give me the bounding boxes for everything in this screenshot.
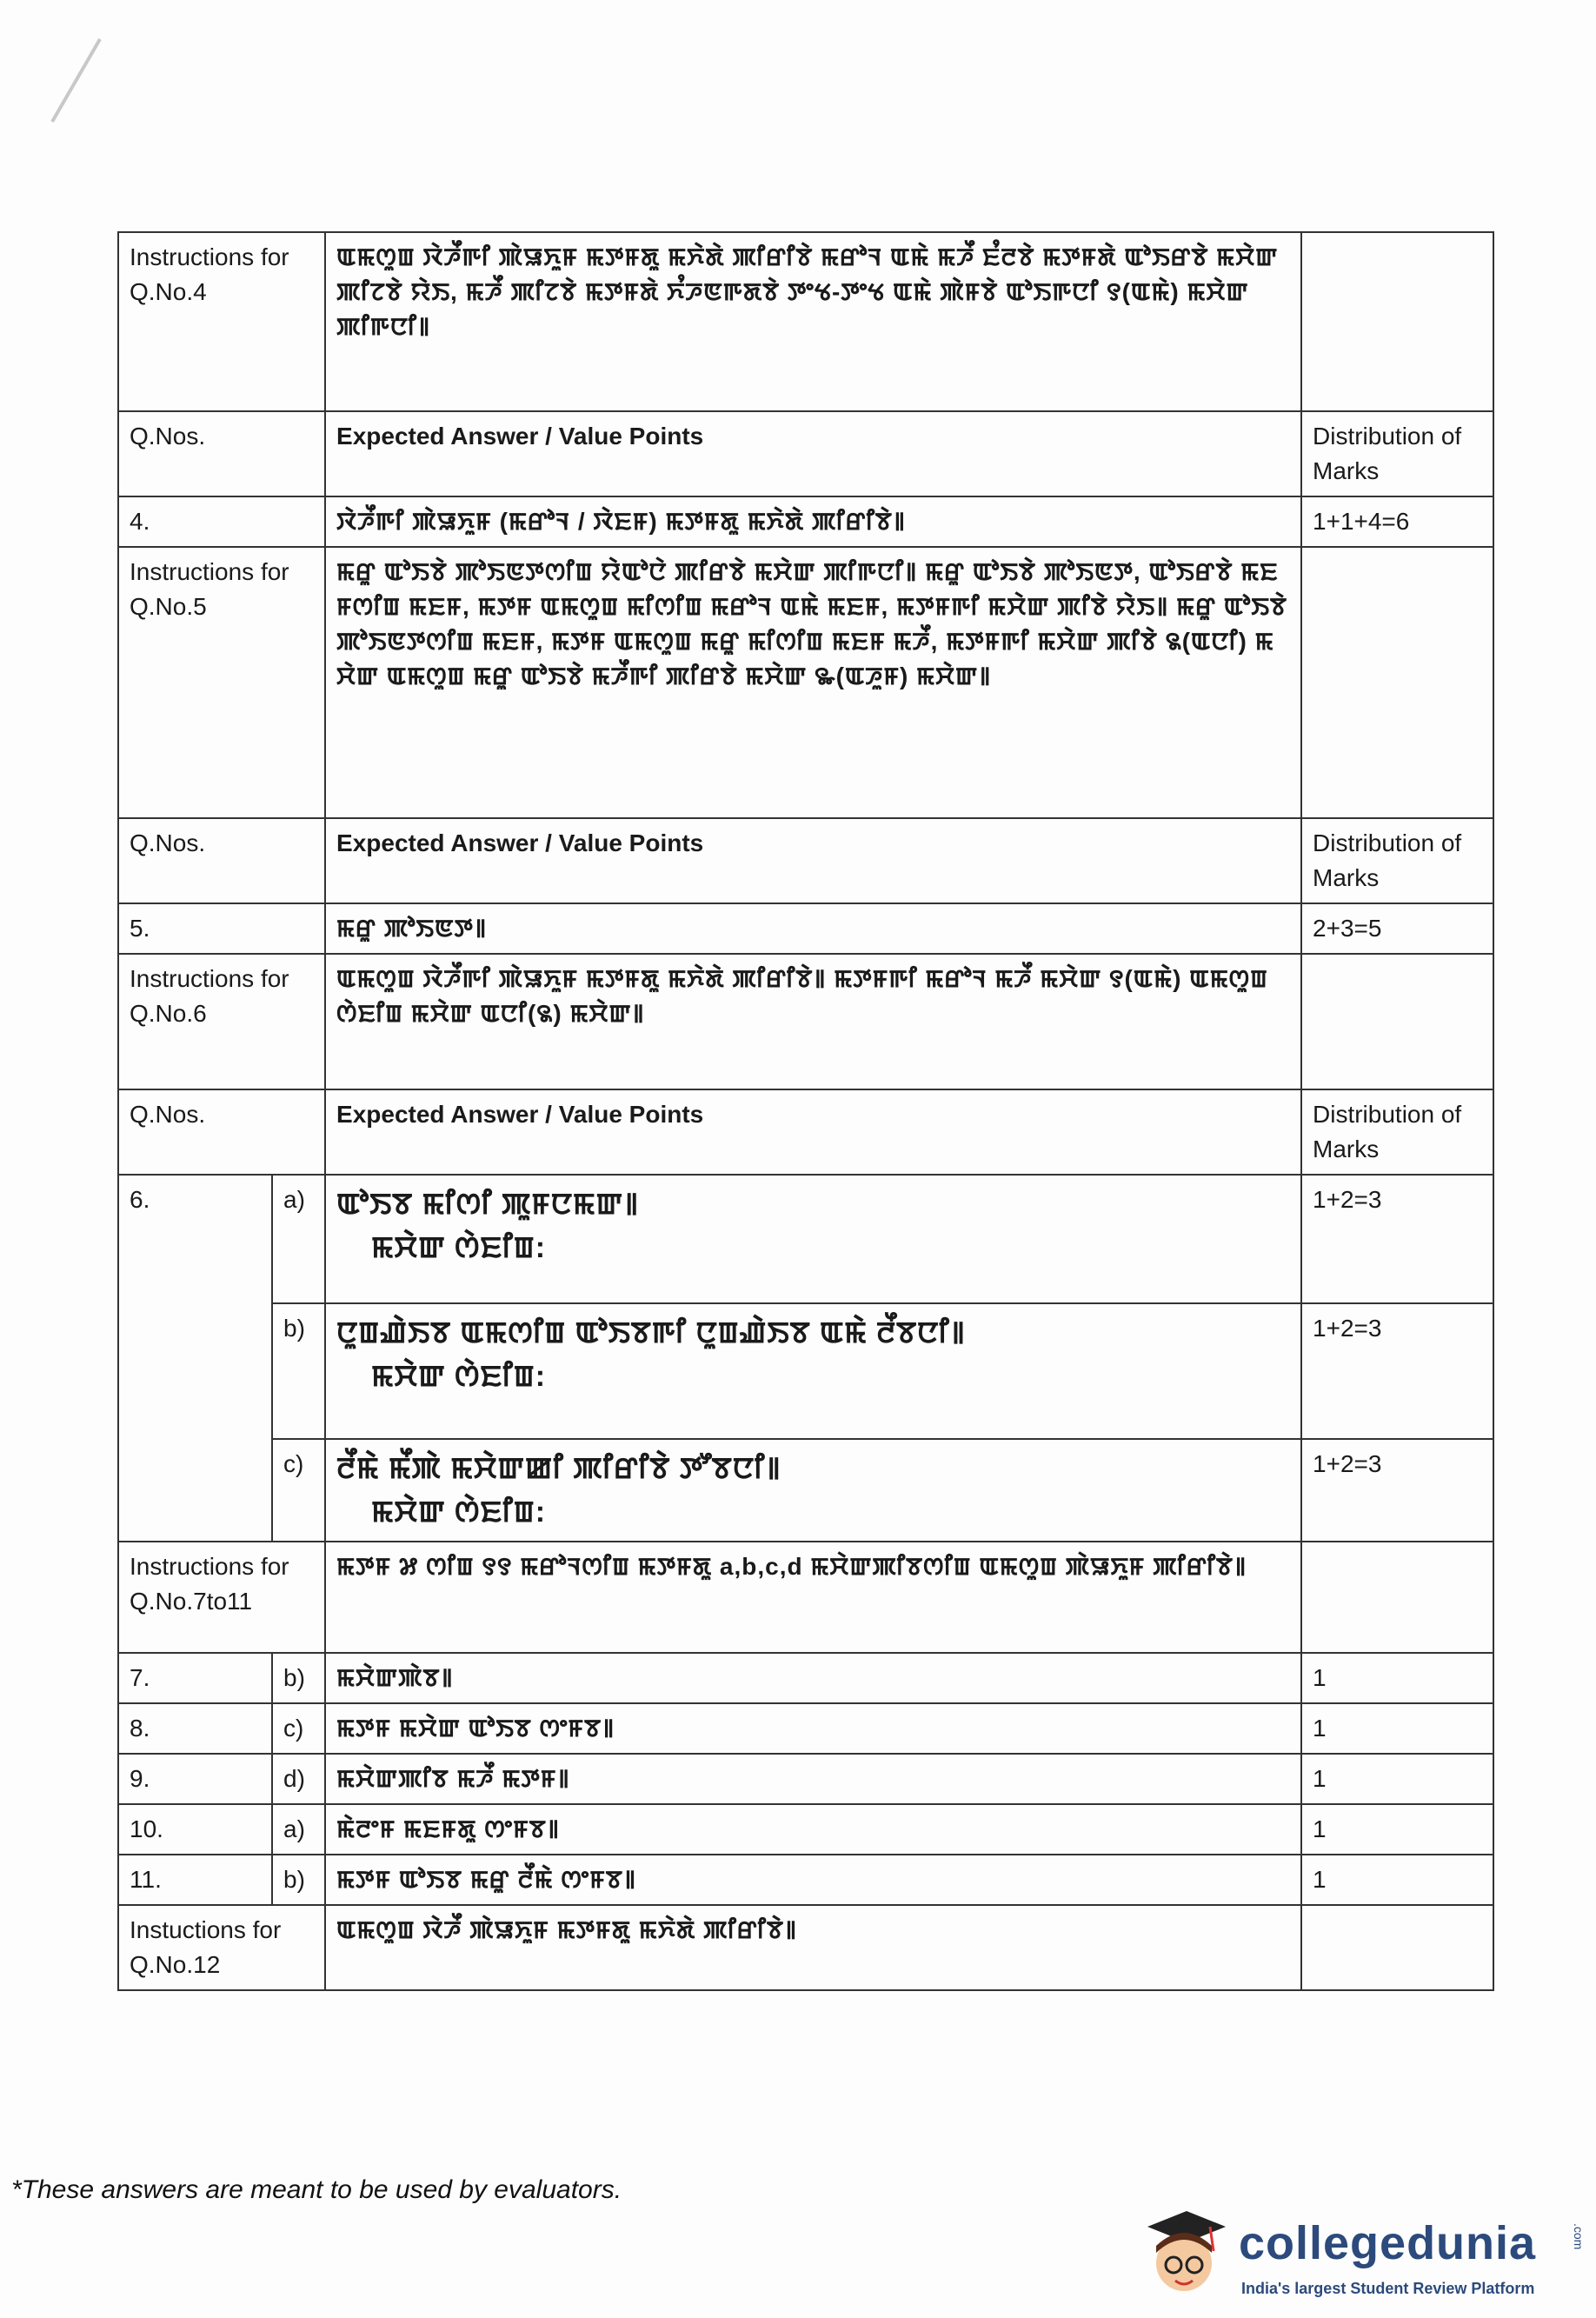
marks: 1+2=3 bbox=[1301, 1439, 1493, 1542]
instructions-label: Instuctions for Q.No.12 bbox=[118, 1905, 325, 1990]
answer-text: ꯂꯩꯃꯥ ꯃꯩꯄꯥ ꯃꯆꯥꯛꯀꯤ ꯄꯤꯔꯤꯕꯥ ꯇꯧꯕꯅꯤ꯫ bbox=[336, 1452, 781, 1485]
option-label: b) bbox=[272, 1653, 325, 1703]
mascot-graduate-icon bbox=[1130, 2201, 1234, 2305]
instructions-text: ꯑꯃꯁꯨꯡ ꯋꯥꯍꯩꯒꯤ ꯄꯥꯎꯈꯨꯝ ꯃꯇꯝꯗꯨ ꯃꯈꯥꯗꯥ ꯄꯤꯔꯤꯕꯥ꯫ ꯃꯇꯝꯒꯤ ꯃꯔꯣꯜ ꯃꯍꯩ ꯃꯆꯥꯛ ꯱(ꯑꯃꯥ) ꯑꯃꯁꯨꯡ ꯁꯥꯐꯤꯡ ꯃꯆꯥꯛ ꯑꯅꯤ(꯲) ꯃꯆꯥꯛ꯫ bbox=[325, 954, 1301, 1089]
instructions-text: ꯃꯔꯨ ꯑꯣꯏꯕꯥ ꯄꯣꯏꯟꯇꯁꯤꯡ ꯌꯥꯑꯣꯅꯥ ꯄꯤꯔꯕꯥ ꯃꯆꯥꯛ ꯄꯤꯒꯅꯤ꯫ ꯃꯔꯨ ꯑꯣꯏꯕꯥ ꯄꯣꯏꯟꯇ, ꯑꯣꯏꯔꯕꯥ ꯃꯐꯝꯁꯤꯡ ꯃꯐꯝ, ꯃꯇꯝ ꯑꯃꯁꯨꯡ ꯃꯤꯁꯤꯡ ꯃꯔꯣꯜ ꯑꯃꯥ ꯃꯐꯝ, ꯃꯇꯝꯒꯤ ꯃꯆꯥꯛ ꯄꯤꯕꯥ ꯌꯥꯏ꯫ ꯃꯔꯨ ꯑꯣꯏꯕꯥ ꯄꯣꯏꯟꯇꯁꯤꯡ ꯃꯐꯝ, ꯃꯇꯝ ꯑꯃꯁꯨꯡ ꯃꯔꯨ ꯃꯤꯁꯤꯡ ꯃꯐꯝ ꯃꯍꯩ, ꯃꯇꯝꯒꯤ ꯃꯆꯥꯛ ꯄꯤꯕꯥ ꯲(ꯑꯅꯤ) ꯃꯆꯥꯛ ꯑꯃꯁꯨꯡ ꯃꯔꯨ ꯑꯣꯏꯕꯥ ꯃꯍꯩꯒꯤ ꯄꯤꯔꯕꯥ ꯃꯆꯥꯛ ꯳(ꯑꯍꯨꯝ) ꯃꯆꯥꯛ꯫ bbox=[325, 547, 1301, 818]
marks: 1 bbox=[1301, 1653, 1493, 1703]
distribution-header: Distribution of Marks bbox=[1301, 1089, 1493, 1175]
answer-row-6c bbox=[118, 1439, 1493, 1542]
instructions-label: Instructions for Q.No.6 bbox=[118, 954, 325, 1089]
instructions-row-q4 bbox=[118, 232, 1493, 411]
option-label: d) bbox=[272, 1754, 325, 1804]
answer-text: ꯃꯆꯥꯛꯄꯤꯕ ꯃꯍꯩ ꯃꯇꯝ꯫ bbox=[325, 1754, 1301, 1804]
marks: 1 bbox=[1301, 1804, 1493, 1855]
answer-text: ꯃꯇꯝ ꯑꯣꯏꯕ ꯃꯔꯨ ꯂꯩꯃꯥ ꯁꯦꯝꯕ꯫ bbox=[325, 1855, 1301, 1905]
question-number: 4. bbox=[118, 496, 325, 547]
answer-text: ꯃꯇꯝ ꯃꯆꯥꯛ ꯑꯣꯏꯕ ꯁꯦꯝꯕ꯫ bbox=[325, 1703, 1301, 1754]
option-label: c) bbox=[272, 1703, 325, 1754]
qnos-header: Q.Nos. bbox=[118, 411, 325, 496]
marks: 1+1+4=6 bbox=[1301, 496, 1493, 547]
marks-note: ꯃꯆꯥꯛ ꯁꯥꯐꯤꯡ: bbox=[371, 1231, 547, 1264]
instructions-label: Instructions for Q.No.4 bbox=[118, 232, 325, 411]
sub-label: a) bbox=[272, 1175, 325, 1303]
marks: 1 bbox=[1301, 1754, 1493, 1804]
answer-text: ꯅꯨꯡꯉꯥꯏꯕ ꯑꯃꯁꯤꯡ ꯑꯣꯏꯕꯒꯤ ꯅꯨꯡꯉꯥꯏꯕ ꯑꯃꯥ ꯂꯩꯕꯅꯤ꯫ bbox=[336, 1316, 966, 1349]
instructions-row-q6 bbox=[118, 954, 1493, 1089]
distribution-header: Distribution of Marks bbox=[1301, 818, 1493, 903]
instructions-row-q12 bbox=[118, 1905, 1493, 1990]
marks: 1+2=3 bbox=[1301, 1303, 1493, 1439]
option-label: b) bbox=[272, 1855, 325, 1905]
question-number: 8. bbox=[118, 1703, 272, 1754]
instructions-label: Instructions for Q.No.5 bbox=[118, 547, 325, 818]
instructions-label: Instructions for Q.No.7to11 bbox=[118, 1542, 325, 1653]
mcq-row bbox=[118, 1703, 1493, 1754]
question-number: 5. bbox=[118, 903, 325, 954]
sub-label: b) bbox=[272, 1303, 325, 1439]
distribution-header: Distribution of Marks bbox=[1301, 411, 1493, 496]
mcq-row bbox=[118, 1653, 1493, 1703]
answer-row-6a bbox=[118, 1175, 1493, 1303]
page-footer bbox=[0, 2175, 1596, 2318]
instructions-text: ꯃꯇꯝ ꯷ ꯁꯤꯡ ꯱꯱ ꯃꯔꯣꯜꯁꯤꯡ ꯃꯇꯝꯗꯨ a,b,c,d ꯃꯆꯥꯛꯄꯤꯕꯁꯤꯡ ꯑꯃꯁꯨꯡ ꯄꯥꯎꯈꯨꯝ ꯄꯤꯔꯤꯕꯥ꯫ bbox=[325, 1542, 1301, 1653]
answer-row-4 bbox=[118, 496, 1493, 547]
expected-header: Expected Answer / Value Points bbox=[325, 1089, 1301, 1175]
qnos-header: Q.Nos. bbox=[118, 1089, 325, 1175]
header-row bbox=[118, 1089, 1493, 1175]
header-row bbox=[118, 818, 1493, 903]
marks: 1 bbox=[1301, 1855, 1493, 1905]
logo-name: collegedunia bbox=[1239, 2217, 1537, 2269]
question-number: 11. bbox=[118, 1855, 272, 1905]
evaluator-footnote: *These answers are meant to be used by evaluators. bbox=[11, 2175, 622, 2204]
marks: 1+2=3 bbox=[1301, 1175, 1493, 1303]
answer-text: ꯃꯔꯨ ꯄꯣꯏꯟꯇ꯫ bbox=[325, 903, 1301, 954]
marks: 2+3=5 bbox=[1301, 903, 1493, 954]
logo-suffix: .com bbox=[1572, 2223, 1586, 2250]
expected-header: Expected Answer / Value Points bbox=[325, 411, 1301, 496]
answer-text: ꯃꯆꯥꯛꯄꯥꯕ꯫ bbox=[325, 1653, 1301, 1703]
marks-note: ꯃꯆꯥꯛ ꯁꯥꯐꯤꯡ: bbox=[371, 1495, 547, 1529]
marks: 1 bbox=[1301, 1703, 1493, 1754]
qnos-header: Q.Nos. bbox=[118, 818, 325, 903]
marks-note: ꯃꯆꯥꯛ ꯁꯥꯐꯤꯡ: bbox=[371, 1360, 547, 1393]
logo-tagline: India's largest Student Review Platform bbox=[1241, 2280, 1535, 2297]
instructions-text: ꯑꯃꯁꯨꯡ ꯋꯥꯍꯩ ꯄꯥꯎꯈꯨꯝ ꯃꯇꯝꯗꯨ ꯃꯈꯥꯗꯥ ꯄꯤꯔꯤꯕꯥ꯫ bbox=[325, 1905, 1301, 1990]
answer-text: ꯑꯣꯏꯕ ꯃꯤꯁꯤ ꯄꯨꯝꯅꯃꯛ꯫ bbox=[336, 1188, 640, 1221]
option-label: a) bbox=[272, 1804, 325, 1855]
pen-scratch-mark bbox=[43, 35, 104, 130]
question-number: 7. bbox=[118, 1653, 272, 1703]
collegedunia-logo[interactable] bbox=[1130, 2192, 1591, 2314]
mcq-row bbox=[118, 1804, 1493, 1855]
instructions-text: ꯑꯃꯁꯨꯡ ꯋꯥꯍꯩꯒꯤ ꯄꯥꯎꯈꯨꯝ ꯃꯇꯝꯗꯨ ꯃꯈꯥꯗꯥ ꯄꯤꯔꯤꯕꯥ ꯃꯔꯣꯜ ꯑꯃꯥ ꯃꯍꯩ ꯐꯪꯂꯕꯥ ꯃꯇꯝꯗꯥ ꯑꯣꯏꯔꯕꯥ ꯃꯆꯥꯛ ꯄꯤꯖꯕꯥ ꯌꯥꯏ, ꯃꯍꯩ ꯄꯤꯖꯕꯥ ꯃꯇꯝꯗꯥ ꯈꯪꯍꯟꯒꯗꯕꯥ ꯇꯦꯠ-ꯇꯦꯠ ꯑꯃꯥ ꯄꯥꯝꯕꯥ ꯑꯣꯏꯒꯅꯤ ꯱(ꯑꯃꯥ) ꯃꯆꯥꯛ ꯄꯤꯒꯅꯤ꯫ bbox=[325, 232, 1301, 411]
instructions-row-q5 bbox=[118, 547, 1493, 818]
answer-key-table bbox=[117, 231, 1494, 1991]
answer-row-5 bbox=[118, 903, 1493, 954]
mcq-row bbox=[118, 1754, 1493, 1804]
question-number: 9. bbox=[118, 1754, 272, 1804]
answer-row-6b bbox=[118, 1303, 1493, 1439]
answer-text: ꯋꯥꯍꯩꯒꯤ ꯄꯥꯎꯈꯨꯝ (ꯃꯔꯣꯜ / ꯋꯥꯐꯝ) ꯃꯇꯝꯗꯨ ꯃꯈꯥꯗꯥ ꯄꯤꯔꯤꯕꯥ꯫ bbox=[325, 496, 1301, 547]
instructions-row-q7-11 bbox=[118, 1542, 1493, 1653]
expected-header: Expected Answer / Value Points bbox=[325, 818, 1301, 903]
mcq-row bbox=[118, 1855, 1493, 1905]
sub-label: c) bbox=[272, 1439, 325, 1542]
header-row bbox=[118, 411, 1493, 496]
answer-text: ꯃꯥꯂꯦꯝ ꯃꯐꯝꯗꯨ ꯁꯦꯝꯕ꯫ bbox=[325, 1804, 1301, 1855]
question-number: 6. bbox=[118, 1175, 272, 1542]
question-number: 10. bbox=[118, 1804, 272, 1855]
